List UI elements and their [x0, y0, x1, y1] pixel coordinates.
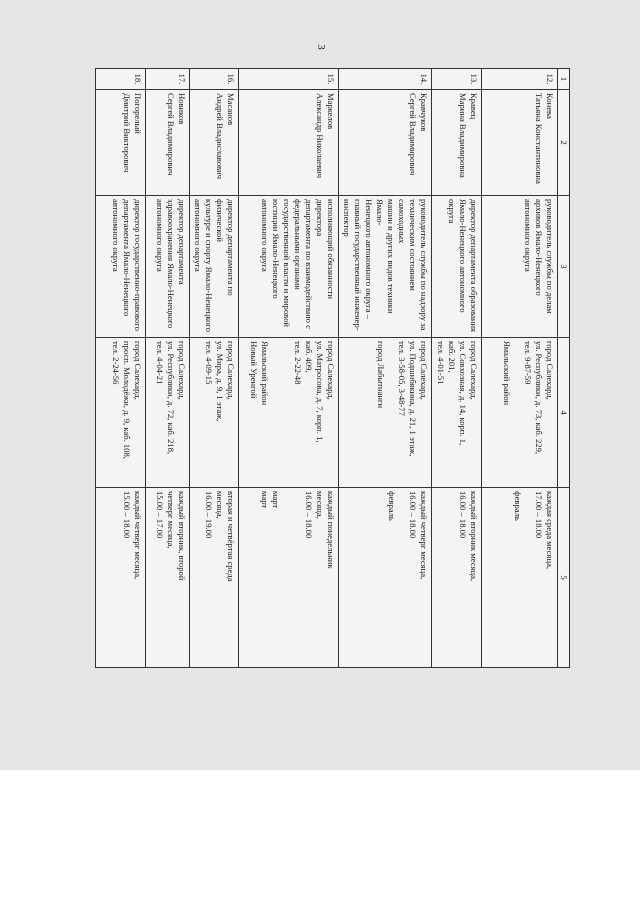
address-line: каб. 201, — [447, 341, 457, 373]
name-line: Маркелов — [326, 93, 336, 130]
visit-location-line: Новый Уренгой — [249, 341, 259, 399]
position-line: государственной власти и мировой — [282, 199, 292, 328]
position-line: федеральными органами — [293, 199, 303, 290]
header-col-1: 1 — [558, 69, 570, 90]
official-name — [239, 90, 339, 196]
official-position — [190, 196, 239, 338]
time-line: четверг месяца, — [166, 491, 176, 549]
reception-time — [339, 488, 432, 668]
address-line: город Салехард, — [133, 341, 143, 400]
official-position — [146, 196, 190, 338]
row-number: 17. — [146, 69, 190, 90]
address-line: тел. 4-09-15 — [204, 341, 214, 385]
time-line: 17.00 – 18.00 — [534, 491, 544, 539]
row-number: 18. — [96, 69, 146, 90]
header-col-5: 5 — [558, 488, 570, 668]
time-line: вторая и четвёртая среда — [226, 491, 236, 582]
name-line: Масанов — [226, 93, 236, 126]
name-line: Сергей Владимирович — [408, 93, 418, 176]
schedule-table — [95, 68, 570, 668]
name-line: Татьяна Константиновна — [534, 93, 544, 184]
row-number: 12. — [482, 69, 558, 90]
spacer — [523, 491, 533, 664]
time-line: 16.00 – 18.00 — [458, 491, 468, 539]
address-line: город Салехард, — [226, 341, 236, 400]
reception-time — [239, 488, 339, 668]
name-line: Погорелый — [133, 93, 143, 134]
address-line: тел. 9-87-59 — [523, 341, 533, 385]
spacer — [270, 341, 292, 484]
table-row — [146, 69, 190, 668]
official-name — [482, 90, 558, 196]
name-line: Новиков — [177, 93, 187, 125]
visit-location-line: город Лабытнанги — [376, 341, 386, 409]
reception-address — [482, 338, 558, 488]
address-line: тел. 2-22-48 — [293, 341, 303, 385]
address-line: ул. Матросова, д. 7, корп. 1, — [315, 341, 325, 443]
reception-time — [190, 488, 239, 668]
time-line: 16.00 – 18.00 — [304, 491, 314, 539]
address-line: просп. Молодёжи, д. 9, каб. 108, — [122, 341, 132, 459]
table-body — [96, 69, 558, 668]
page-number: 3 — [314, 44, 327, 50]
official-position — [239, 196, 339, 338]
position-line: департамента Ямало-Ненецкого — [122, 199, 132, 317]
time-line: 16.00 – 19.00 — [204, 491, 214, 539]
address-line: город Салехард, — [545, 341, 555, 400]
visit-location-line: Ямальский район — [260, 341, 270, 406]
address-line: ул. Совхозная, д. 14, корп. 1, — [458, 341, 468, 446]
name-line: Кравчуков — [419, 93, 429, 132]
official-name — [96, 90, 146, 196]
position-line: Ненецкого автономного округа – — [364, 199, 374, 319]
position-line: департамента по взаимодействию с — [304, 199, 314, 329]
address-line: город Салехард, — [177, 341, 187, 400]
header-col-3: 3 — [558, 196, 570, 338]
official-position — [432, 196, 482, 338]
row-number: 13. — [432, 69, 482, 90]
name-line: Александр Николаевич — [315, 93, 325, 179]
time-line: 15.00 – 18.00 — [122, 491, 132, 539]
address-line: ул. Республики, д. 73, каб. 229, — [534, 341, 544, 455]
address-line: город Салехард, — [419, 341, 429, 400]
address-line: тел. 4-04-21 — [155, 341, 165, 385]
official-position — [482, 196, 558, 338]
official-name — [190, 90, 239, 196]
official-name — [432, 90, 482, 196]
time-line: каждый четверг месяца, — [419, 491, 429, 580]
address-line: ул. Республики, д. 72, каб. 218, — [166, 341, 176, 455]
visit-month-line: март — [271, 491, 281, 509]
table-row — [432, 69, 482, 668]
position-line: директор департамента — [177, 199, 187, 285]
position-line: юстиции Ямало-Ненецкого — [271, 199, 281, 299]
position-line: Ямало-Ненецкого автономного округа — [447, 199, 468, 313]
name-line: Сергей Владимирович — [166, 93, 176, 176]
address-line: тел. 4-01-51 — [436, 341, 446, 385]
header-col-2: 2 — [558, 90, 570, 196]
time-line: каждый четверг месяца, — [133, 491, 143, 580]
header-row — [558, 69, 570, 668]
reception-time — [96, 488, 146, 668]
reception-time — [146, 488, 190, 668]
position-line: здравоохранения Ямало-Ненецкого — [166, 199, 176, 329]
reception-address — [432, 338, 482, 488]
position-line: автономного округа — [260, 199, 270, 272]
table-row — [339, 69, 432, 668]
position-line: автономного округа — [193, 199, 203, 272]
address-line: тел. 3-58-05, 3-48-77 — [397, 341, 407, 416]
table-row — [190, 69, 239, 668]
position-line: инспектор — [342, 199, 352, 237]
time-line: каждый вторник, второй — [177, 491, 187, 581]
address-line: тел. 2-24-56 — [111, 341, 121, 385]
spacer — [386, 341, 396, 484]
name-line: Кравец — [469, 93, 479, 120]
row-number: 16. — [190, 69, 239, 90]
table-row — [482, 69, 558, 668]
row-number: 15. — [239, 69, 339, 90]
visit-location-line: Ямальский район — [502, 341, 512, 406]
header-col-4: 4 — [558, 338, 570, 488]
position-line: автономного округа — [155, 199, 165, 272]
position-line: директор государственно-правового — [133, 199, 143, 331]
position-line: руководитель службы по надзору за — [419, 199, 429, 331]
visit-month-line: февраль — [513, 491, 523, 521]
spacer — [397, 491, 407, 664]
row-number: 14. — [339, 69, 432, 90]
time-line: месяца, — [215, 491, 225, 519]
reception-address — [146, 338, 190, 488]
official-position — [96, 196, 146, 338]
reception-time — [432, 488, 482, 668]
position-line: директор департамента по физической — [215, 199, 236, 296]
reception-time — [482, 488, 558, 668]
time-line: каждый вторник месяца, — [469, 491, 479, 582]
position-line: исполняющий обязанности директора — [315, 199, 336, 299]
position-line: автономного округа — [523, 199, 533, 272]
address-line: ул. Подшибякина, д. 21, 1 этаж, — [408, 341, 418, 457]
table-row — [96, 69, 146, 668]
official-name — [146, 90, 190, 196]
time-line: 16.00 – 18.00 — [408, 491, 418, 539]
name-line: Конева — [545, 93, 555, 119]
reception-address — [96, 338, 146, 488]
official-name — [339, 90, 432, 196]
address-line: каб. 409, — [304, 341, 314, 373]
reception-address — [339, 338, 432, 488]
name-line: Андрей Владиславович — [215, 93, 225, 180]
position-line: машин и других видов техники Ямало- — [375, 199, 396, 314]
time-line: 15.00 – 17.00 — [155, 491, 165, 539]
name-line: Марина Владимировна — [458, 93, 468, 178]
address-line: ул. Мира, д. 9, 1 этаж, — [215, 341, 225, 422]
address-line: город Салехард, — [469, 341, 479, 400]
visit-month-line: март — [260, 491, 270, 509]
rotated-table-wrapper — [110, 68, 570, 668]
reception-address — [239, 338, 339, 488]
position-line: главный государственный инженер- — [353, 199, 363, 331]
position-line: архивов Ямало-Ненецкого — [534, 199, 544, 296]
position-line: руководитель службы по делам — [545, 199, 555, 314]
spacer — [512, 341, 522, 484]
reception-address — [190, 338, 239, 488]
table-row — [239, 69, 339, 668]
name-line: Дмитрий Викторович — [122, 93, 132, 173]
time-line: каждый понедельник — [326, 491, 336, 569]
visit-month-line: февраль — [387, 491, 397, 521]
position-line: автономного округа — [111, 199, 121, 272]
position-line: техническим состоянием самоходных — [397, 199, 418, 291]
address-line: город Салехард, — [326, 341, 336, 400]
position-line: культуре и спорту Ямало-Ненецкого — [204, 199, 214, 332]
time-line: каждая среда месяца, — [545, 491, 555, 570]
position-line: директор департамента образования — [469, 199, 479, 332]
time-line: месяца, — [315, 491, 325, 519]
official-position — [339, 196, 432, 338]
spacer — [281, 491, 303, 664]
